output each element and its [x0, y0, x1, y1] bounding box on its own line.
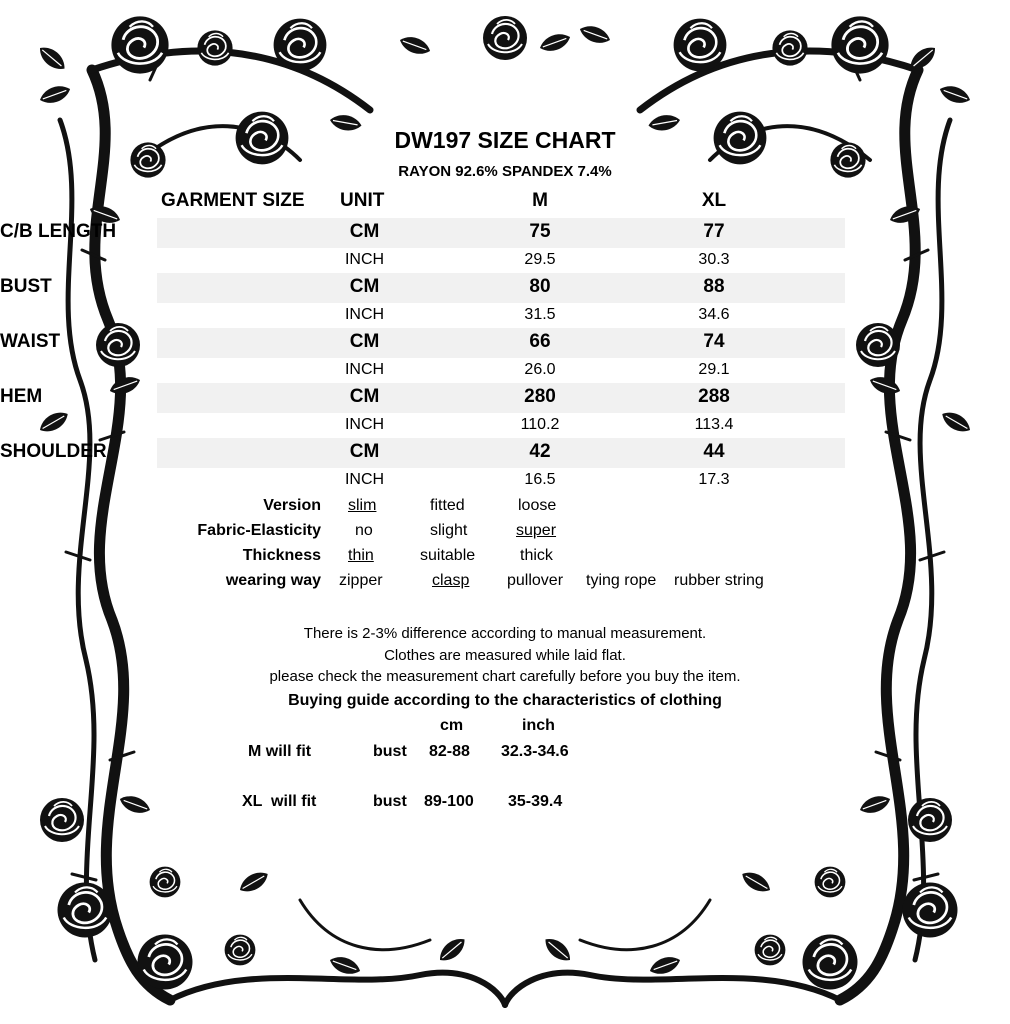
- size-m-inch-value: 110.2: [520, 416, 560, 433]
- measurement-label: SHOULDER: [0, 441, 107, 462]
- guide-row-label: XL will fit: [242, 793, 317, 810]
- size-m-cm-value: 75: [529, 221, 551, 242]
- unit-inch: INCH: [344, 416, 385, 433]
- elasticity-label: Fabric-Elasticity: [197, 522, 321, 539]
- unit-inch: INCH: [344, 471, 385, 488]
- wearing-way-option: pullover: [507, 572, 564, 589]
- unit-cm: CM: [349, 441, 380, 462]
- guide-row-inch: 32.3-34.6: [501, 743, 569, 760]
- guide-row-cm: 82-88: [429, 743, 470, 760]
- unit-cm: CM: [349, 386, 380, 407]
- elasticity-option: super: [516, 522, 557, 539]
- header-unit: UNIT: [340, 190, 385, 211]
- size-m-inch-value: 31.5: [524, 306, 556, 323]
- guide-row-part: bust: [373, 743, 407, 760]
- size-xl-inch-value: 29.1: [698, 361, 730, 378]
- measurement-note-2: Clothes are measured while laid flat.: [384, 647, 626, 664]
- header-size-xl: XL: [701, 190, 727, 211]
- size-m-cm-value: 42: [529, 441, 551, 462]
- unit-inch: INCH: [344, 306, 385, 323]
- measurement-note-1: There is 2-3% difference according to manual measurement.: [303, 625, 707, 642]
- measurement-label: BUST: [0, 276, 52, 297]
- size-xl-cm-value: 88: [703, 276, 725, 297]
- measurement-note-3: please check the measurement chart carefully before you buy the item.: [269, 668, 741, 685]
- version-label: Version: [263, 497, 321, 514]
- guide-row-cm: 89-100: [424, 793, 474, 810]
- measurement-label: WAIST: [0, 331, 61, 352]
- wearing-way-option: tying rope: [586, 572, 657, 589]
- unit-cm: CM: [349, 276, 380, 297]
- header-size-m: M: [532, 190, 548, 211]
- size-m-inch-value: 16.5: [524, 471, 556, 488]
- elasticity-option: no: [355, 522, 373, 539]
- size-xl-inch-value: 17.3: [698, 471, 730, 488]
- wearing-way-option: zipper: [339, 572, 383, 589]
- wearing-way-option: clasp: [432, 572, 470, 589]
- size-m-cm-value: 280: [524, 386, 556, 407]
- version-option: loose: [518, 497, 557, 514]
- size-xl-cm-value: 288: [698, 386, 730, 407]
- wearing-way-option: rubber string: [674, 572, 764, 589]
- size-xl-cm-value: 77: [703, 221, 725, 242]
- guide-row-part: bust: [373, 793, 407, 810]
- measurement-label: HEM: [0, 386, 43, 407]
- unit-inch: INCH: [344, 251, 385, 268]
- guide-row-label: M will fit: [248, 743, 312, 760]
- size-xl-cm-value: 74: [703, 331, 725, 352]
- size-xl-inch-value: 30.3: [698, 251, 730, 268]
- size-xl-inch-value: 34.6: [698, 306, 730, 323]
- fabric-composition: RAYON 92.6% SPANDEX 7.4%: [398, 163, 612, 180]
- unit-cm: CM: [349, 331, 380, 352]
- size-m-inch-value: 26.0: [524, 361, 556, 378]
- version-option: fitted: [430, 497, 465, 514]
- thickness-label: Thickness: [242, 547, 321, 564]
- measurement-label: C/B LENGTH: [0, 221, 117, 242]
- chart-title: DW197 SIZE CHART: [394, 127, 616, 153]
- guide-row-inch: 35-39.4: [508, 793, 563, 810]
- thickness-option: thick: [520, 547, 553, 564]
- guide-header-cm: cm: [440, 717, 464, 734]
- elasticity-option: slight: [430, 522, 468, 539]
- unit-inch: INCH: [344, 361, 385, 378]
- size-m-cm-value: 80: [529, 276, 551, 297]
- size-xl-inch-value: 113.4: [694, 416, 734, 433]
- thickness-option: thin: [348, 547, 374, 564]
- header-garment-size: GARMENT SIZE: [161, 190, 305, 211]
- size-m-inch-value: 29.5: [524, 251, 556, 268]
- buying-guide-title: Buying guide according to the characteristics of clothing: [288, 692, 722, 709]
- unit-cm: CM: [349, 221, 380, 242]
- guide-header-inch: inch: [522, 717, 555, 734]
- size-m-cm-value: 66: [529, 331, 551, 352]
- size-xl-cm-value: 44: [703, 441, 725, 462]
- version-option: slim: [348, 497, 377, 514]
- thickness-option: suitable: [420, 547, 476, 564]
- wearing-way-label: wearing way: [225, 572, 321, 589]
